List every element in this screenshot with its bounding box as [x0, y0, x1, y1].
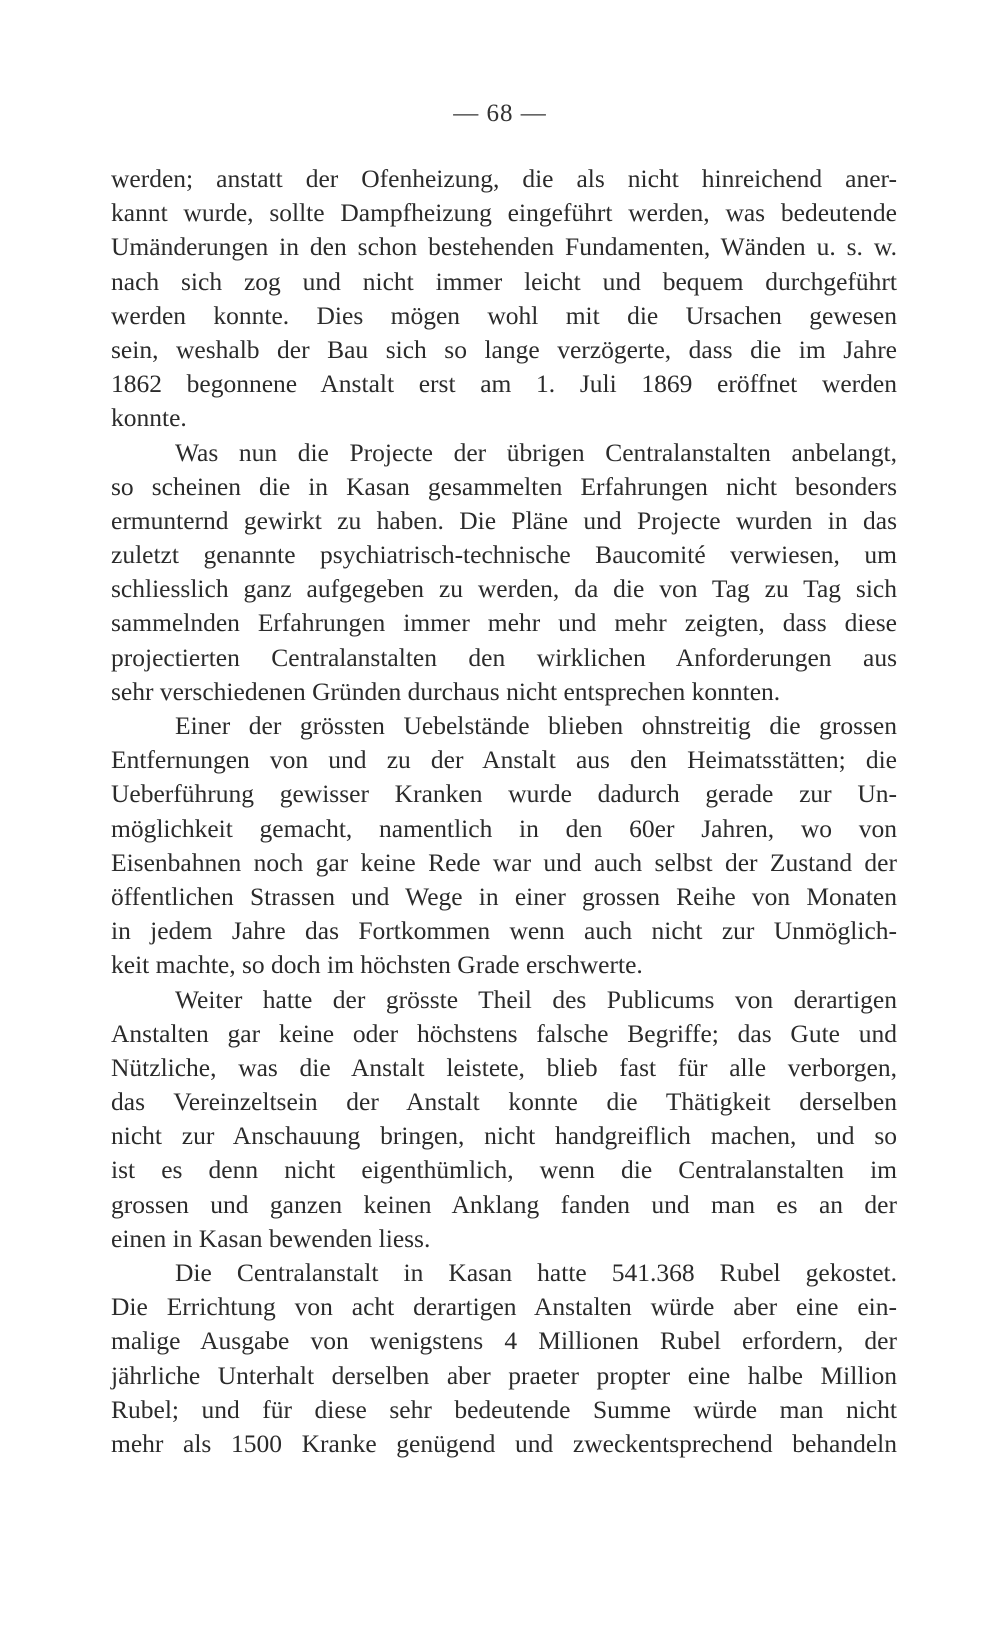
- text-line: Anstalten gar keine oder höchstens falsche Begriffe; das Gute und: [111, 1018, 897, 1048]
- text-line: projectierten Centralanstalten den wirklichen Anforderungen aus: [111, 642, 897, 672]
- text-line: Entfernungen von und zu der Anstalt aus den Heimatsstätten; die: [111, 745, 897, 775]
- text-line: das Vereinzeltsein der Anstalt konnte die Thätigkeit derselben: [111, 1087, 897, 1117]
- text-line: ist es denn nicht eigenthümlich, wenn die Centralanstalten im: [111, 1155, 897, 1185]
- text-line: mehr als 1500 Kranke genügend und zweckentsprechend behandeln: [111, 1428, 897, 1458]
- text-line: möglichkeit gemacht, namentlich in den 60er Jahren, wo von: [111, 813, 897, 843]
- text-line: Die Centralanstalt in Kasan hatte 541.368 Rubel gekostet.: [175, 1258, 897, 1287]
- text-line: malige Ausgabe von wenigstens 4 Millionen Rubel erfordern, der: [111, 1326, 897, 1356]
- text-line: nicht zur Anschauung bringen, nicht handgreiflich machen, und so: [111, 1121, 897, 1151]
- text-line: sein, weshalb der Bau sich so lange verzögerte, dass die im Jahre: [111, 334, 897, 364]
- text-line: 1862 begonnene Anstalt erst am 1. Juli 1869 eröffnet werden: [111, 369, 897, 399]
- paragraph: [111, 162, 897, 436]
- text-line: keit machte, so doch im höchsten Grade erschwerte.: [111, 950, 643, 980]
- text-line: nach sich zog und nicht immer leicht und bequem durchgeführt: [111, 266, 897, 296]
- text-line: schliesslich ganz aufgegeben zu werden, da die von Tag zu Tag sich: [111, 574, 897, 604]
- text-line: Nützliche, was die Anstalt leistete, blieb fast für alle verborgen,: [111, 1052, 897, 1082]
- text-line: einen in Kasan bewenden liess.: [111, 1223, 431, 1253]
- text-line: sehr verschiedenen Gründen durchaus nicht entsprechen konnten.: [111, 676, 781, 706]
- text-line: ermunternd gewirkt zu haben. Die Pläne und Projecte wurden in das: [111, 505, 897, 535]
- text-line: Umänderungen in den schon bestehenden Fundamenten, Wänden u. s. w.: [111, 232, 897, 262]
- text-line: werden konnte. Dies mögen wohl mit die Ursachen gewesen: [111, 300, 897, 330]
- text-line: Die Errichtung von acht derartigen Anstalten würde aber eine ein-: [111, 1292, 897, 1322]
- text-line: kannt wurde, sollte Dampfheizung eingeführt werden, was bedeutende: [111, 198, 897, 228]
- paragraph: [111, 436, 897, 710]
- text-line: jährliche Unterhalt derselben aber praeter propter eine halbe Million: [111, 1360, 897, 1390]
- text-line: Rubel; und für diese sehr bedeutende Summe würde man nicht: [111, 1394, 897, 1424]
- text-line: Weiter hatte der grösste Theil des Publicums von derartigen: [175, 984, 897, 1014]
- text-line: öffentlichen Strassen und Wege in einer grossen Reihe von Monaten: [111, 881, 897, 911]
- page-number: — 68 —: [453, 100, 547, 127]
- paragraph: [111, 983, 897, 1257]
- text-line: Einer der grössten Uebelstände blieben ohnstreitig die grossen: [175, 711, 897, 740]
- text-line: konnte.: [111, 403, 187, 433]
- body-text: [111, 162, 897, 1461]
- paragraph: [111, 709, 897, 983]
- paragraph: [111, 1256, 897, 1461]
- text-line: so scheinen die in Kasan gesammelten Erfahrungen nicht besonders: [111, 471, 897, 501]
- text-line: sammelnden Erfahrungen immer mehr und mehr zeigten, dass diese: [111, 608, 897, 638]
- text-line: zuletzt genannte psychiatrisch-technische Baucomité verwiesen, um: [111, 540, 897, 570]
- text-line: in jedem Jahre das Fortkommen wenn auch nicht zur Unmöglich-: [111, 916, 897, 946]
- text-line: Ueberführung gewisser Kranken wurde dadurch gerade zur Un-: [111, 779, 897, 809]
- text-line: Eisenbahnen noch gar keine Rede war und auch selbst der Zustand der: [111, 847, 897, 877]
- text-line: Was nun die Projecte der übrigen Centralanstalten anbelangt,: [175, 437, 897, 467]
- text-line: grossen und ganzen keinen Anklang fanden und man es an der: [111, 1189, 897, 1219]
- text-line: werden; anstatt der Ofenheizung, die als nicht hinreichend aner-: [111, 164, 897, 193]
